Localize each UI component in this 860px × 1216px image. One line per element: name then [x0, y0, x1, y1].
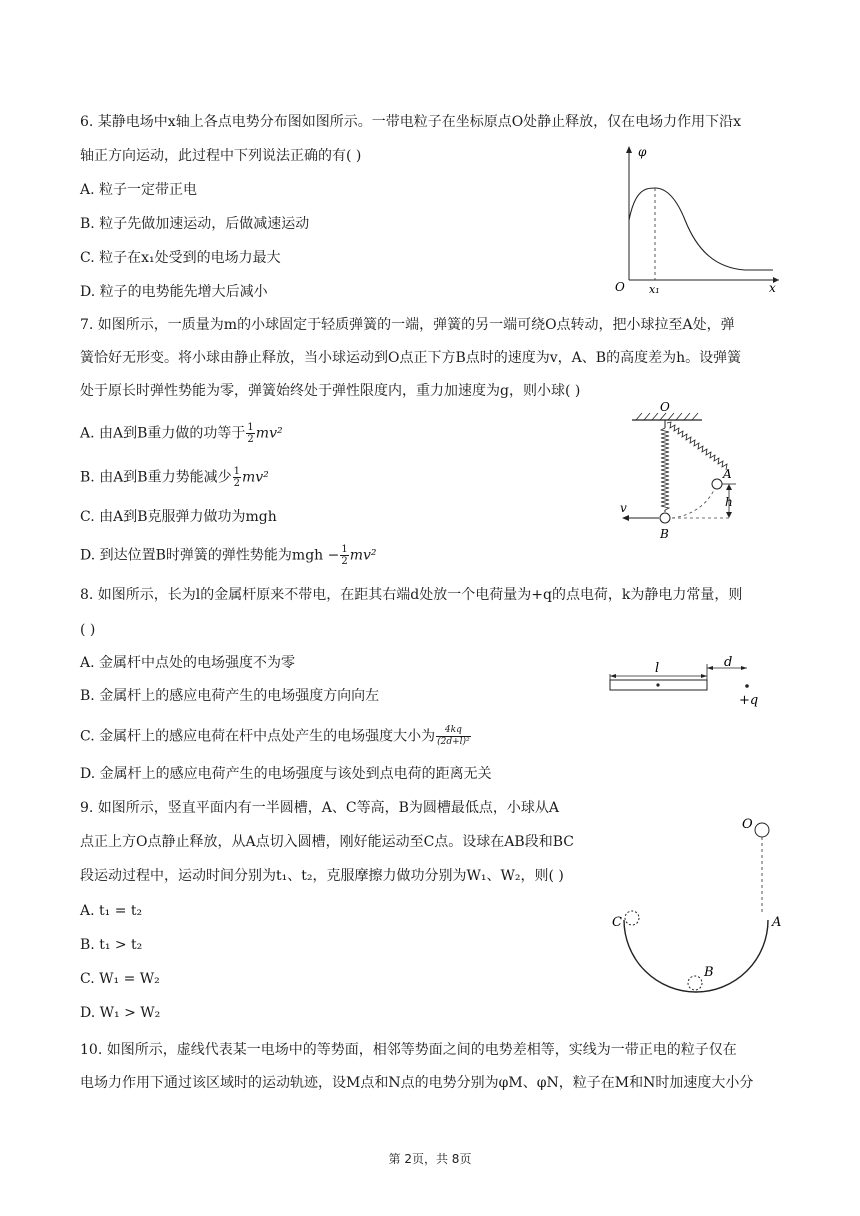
q6-stem-line1: 6. 某静电场中x轴上各点电势分布图如图所示。一带电粒子在坐标原点O处静止释放，仅在电场力作用下沿x	[80, 114, 742, 130]
page-footer: 第 2页，共 8页	[388, 1152, 472, 1166]
q6-phi-label: φ	[638, 145, 647, 159]
q10-stem-line1: 10. 如图所示，虚线代表某一电场中的等势面，相邻等势面之间的电势差相等，实线为一带正电的粒子仅在	[80, 1042, 737, 1058]
q6-potential-graph	[605, 140, 785, 300]
q8-charge-label: +q	[739, 693, 759, 708]
q6-x1-label: x₁	[649, 283, 660, 296]
q9-C-label: C	[612, 915, 622, 930]
q7-h-label: h	[725, 495, 733, 509]
q6-option-b: B. 粒子先做加速运动，后做减速运动	[80, 216, 310, 232]
q7-option-b: B. 由A到B重力势能减少 $\frac{1}{2}$ mv²	[80, 466, 269, 489]
q7-A-label: A	[723, 467, 732, 481]
q10-stem-line2: 电场力作用下通过该区域时的运动轨迹，设M点和N点的电势分别为φM、φN，粒子在M和N时加速度大小分	[80, 1075, 754, 1091]
q7-spring-pendulum-figure	[610, 398, 760, 543]
q8-stem-line1: 8. 如图所示，长为l的金属杆原来不带电，在距其右端d处放一个电荷量为+q的点电荷，k为静电力常量，则	[80, 587, 743, 603]
q9-stem-line1: 9. 如图所示，竖直平面内有一半圆槽，A、C等高，B为圆槽最低点，小球从A	[80, 800, 560, 816]
q8-d-label: d	[724, 655, 733, 670]
q7-option-c: C. 由A到B克服弹力做功为mgh	[80, 509, 277, 525]
q9-B-label: B	[704, 965, 714, 980]
q8-option-c: C. 金属杆上的感应电荷在杆中点处产生的电场强度大小为 $\frac{4kq}{\text{(2d+l)²}}$	[80, 725, 470, 747]
q7-stem-line2: 簧恰好无形变。将小球由静止释放，当小球运动到O点正下方B点时的速度为v，A、B的高度差为h。设弹簧	[80, 350, 742, 366]
q7-stem-line1: 7. 如图所示，一质量为m的小球固定于轻质弹簧的一端，弹簧的另一端可绕O点转动，把小球拉至A处，弹	[80, 317, 735, 333]
q9-option-b: B. t₁ > t₂	[80, 937, 143, 953]
q9-semicircle-groove-figure	[605, 808, 790, 998]
q9-stem-line2: 点正上方O点静止释放，从A点切入圆槽，刚好能运动至C点。设球在AB段和BC	[80, 834, 574, 850]
q7-stem-line3: 处于原长时弹性势能为零，弹簧始终处于弹性限度内，重力加速度为g，则小球( )	[80, 383, 581, 399]
q7-option-a: A. 由A到B重力做的功等于 $\frac{1}{2}$ mv²	[80, 422, 283, 445]
q9-option-d: D. W₁ > W₂	[80, 1005, 161, 1021]
q9-A-label: A	[772, 915, 782, 930]
q9-stem-line3: 段运动过程中，运动时间分别为t₁、t₂，克服摩擦力做功分别为W₁、W₂，则( )	[80, 868, 564, 884]
q8-option-d: D. 金属杆上的感应电荷产生的电场强度与该处到点电荷的距离无关	[80, 766, 492, 782]
q7-O-label: O	[660, 400, 670, 414]
q8-option-b: B. 金属杆上的感应电荷产生的电场强度方向向左	[80, 688, 380, 704]
q6-x-axis-label: x	[769, 281, 776, 295]
q7-v-label: v	[620, 501, 627, 515]
q6-option-d: D. 粒子的电势能先增大后减小	[80, 284, 268, 300]
q9-O-label: O	[742, 817, 753, 832]
q7-B-label: B	[660, 527, 669, 541]
q6-option-c: C. 粒子在x₁处受到的电场力最大	[80, 250, 281, 266]
q8-rod-figure	[605, 652, 775, 712]
q6-option-a: A. 粒子一定带正电	[80, 182, 198, 198]
q8-l-label: l	[655, 661, 660, 676]
q9-option-c: C. W₁ = W₂	[80, 971, 160, 987]
q8-option-a: A. 金属杆中点处的电场强度不为零	[80, 655, 296, 671]
q7-option-d: D. 到达位置B时弹簧的弹性势能为mgh − $\frac{1}{2}$ mv²	[80, 544, 377, 567]
q6-origin-label: O	[615, 280, 625, 294]
q9-option-a: A. t₁ = t₂	[80, 903, 143, 919]
q8-stem-line2: ( )	[80, 622, 96, 638]
q6-stem-line2: 轴正方向运动，此过程中下列说法正确的有( )	[80, 148, 362, 164]
